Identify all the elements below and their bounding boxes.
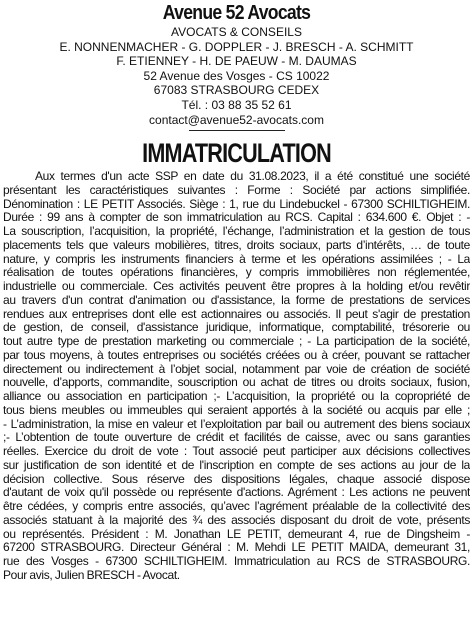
notice-line: d'autant de voix qu'il possède ou représente d'actions. Agrément : Les actions ne peuvent — [3, 486, 470, 500]
notice-line: nature, y compris les instruments financiers à terme et les opérations assimilées ; - La — [3, 252, 470, 266]
header-divider — [189, 130, 285, 131]
notice-line: ou représentés. Président : M. Jonathan LE PETIT, demeurant 4, rue de Dingsheim - — [3, 527, 470, 541]
firm-name: Avenue 52 Avocats — [162, 2, 311, 24]
notice-line: directement ou indirectement à l’objet social, notamment par voie de création de société — [3, 362, 470, 376]
notice-body — [3, 170, 470, 583]
notice-line: sur justification de son identité et de l'inscription en compte de ses actions au jour de la — [3, 458, 470, 472]
firm-header — [3, 25, 470, 127]
notice-line: par tous moyens, à toutes entreprises ou sociétés créées ou à créer, pouvant se rattacher — [3, 348, 470, 362]
notice-line: rue des Vosges - 67300 SCHILTIGHEIM. Immatriculation au RCS de STRASBOURG. — [3, 555, 470, 569]
notice-line: réelles. Exercice du droit de vote : Tout associé peut participer aux décisions collectives — [3, 445, 470, 459]
notice-line: associés statuant à la majorité des ¾ des associés disposant du droit de vote, présents — [3, 513, 470, 527]
notice-line: industrielle ou commerciale. Ces activités peuvent être propres à la holding et/ou revêtir — [3, 280, 470, 294]
notice-line: alliance ou association en participation ;- L’acquisition, la propriété ou la copropriété de — [3, 390, 470, 404]
partners-line-2: F. ETIENNEY - H. DE PAEUW - M. DAUMAS — [116, 54, 357, 69]
partners-line-1: E. NONNENMACHER - G. DOPPLER - J. BRESCH - A. SCHMITT — [59, 39, 414, 54]
notice-line: Durée : 99 ans à compter de son immatriculation au RCS. Capital : 634.600 €. Objet : - — [3, 211, 470, 225]
notice-line: Pour avis, Julien BRESCH - Avocat. — [3, 568, 180, 582]
notice-line: tous biens meubles ou immeubles qui seraient apportés à la société ou acquis par elle ; — [3, 403, 470, 417]
notice-line: La souscription, l’acquisition, la propriété, l’échange, l’administration et la gestion de tous — [3, 225, 470, 239]
address-line-1: 52 Avenue des Vosges - CS 10022 — [143, 68, 330, 83]
notice-line: réalisation de toutes opérations financières, y compris immobilières non réglementée, — [3, 266, 470, 280]
notice-line: de gestion, de conseil, d'assistance juridique, informatique, comptabilité, trésorerie ou — [3, 321, 470, 335]
notice-line: placements tels que valeurs mobilières, titres, droits sociaux, parts d’intérêts, … de toute — [3, 238, 470, 252]
notice-line: Dénomination : LE PETIT Associés. Siège : 1, rue du Lindebuckel - 67300 SCHILTIGHEIM. — [3, 197, 470, 211]
notice-line: au travers d'un contrat d'animation ou d'assistance, la forme de prestations de services — [3, 293, 470, 307]
notice-line: ;- L’obtention de toute ouverture de crédit et facilités de caisse, avec ou sans garanties — [3, 431, 470, 445]
notice-line: 67200 STRASBOURG. Directeur Général : M. Mehdi LE PETIT MAIDA, demeurant 31, — [3, 541, 470, 555]
notice-line: Aux termes d'un acte SSP en date du 31.08.2023, il a été constitué une société — [35, 170, 470, 184]
notice-line: - L’administration, la mise en valeur et l’exploitation par bail ou autrement des biens sociaux — [3, 417, 470, 431]
notice-title: IMMATRICULATION — [142, 138, 331, 169]
notice-line: nouvelle, d’apports, commandite, souscription ou achat de titres ou droits sociaux, fusion, — [3, 376, 470, 390]
firm-subtitle: AVOCATS & CONSEILS — [171, 25, 302, 39]
address-line-2: 67083 STRASBOURG CEDEX — [153, 83, 320, 98]
email-address: contact@avenue52-avocats.com — [149, 112, 324, 127]
notice-line: décision collective. Sous réserve des dispositions légales, chaque associé dispose — [3, 472, 470, 486]
notice-line: tout autre type de prestation marketing ou commerciale ; - La participation de la société, — [3, 335, 470, 349]
notice-line: rendues aux entreprises dont elle est actionnaires ou associés. Il peut s'agir de prestation — [3, 307, 470, 321]
notice-line: être cédées, y compris entre associés, qu’avec l’agrément préalable de la collectivité des — [3, 500, 470, 514]
phone-number: Tél. : 03 88 35 52 61 — [181, 97, 292, 112]
notice-line: présentant les caractéristiques suivantes : Forme : Société par actions simplifiée. — [3, 183, 470, 197]
